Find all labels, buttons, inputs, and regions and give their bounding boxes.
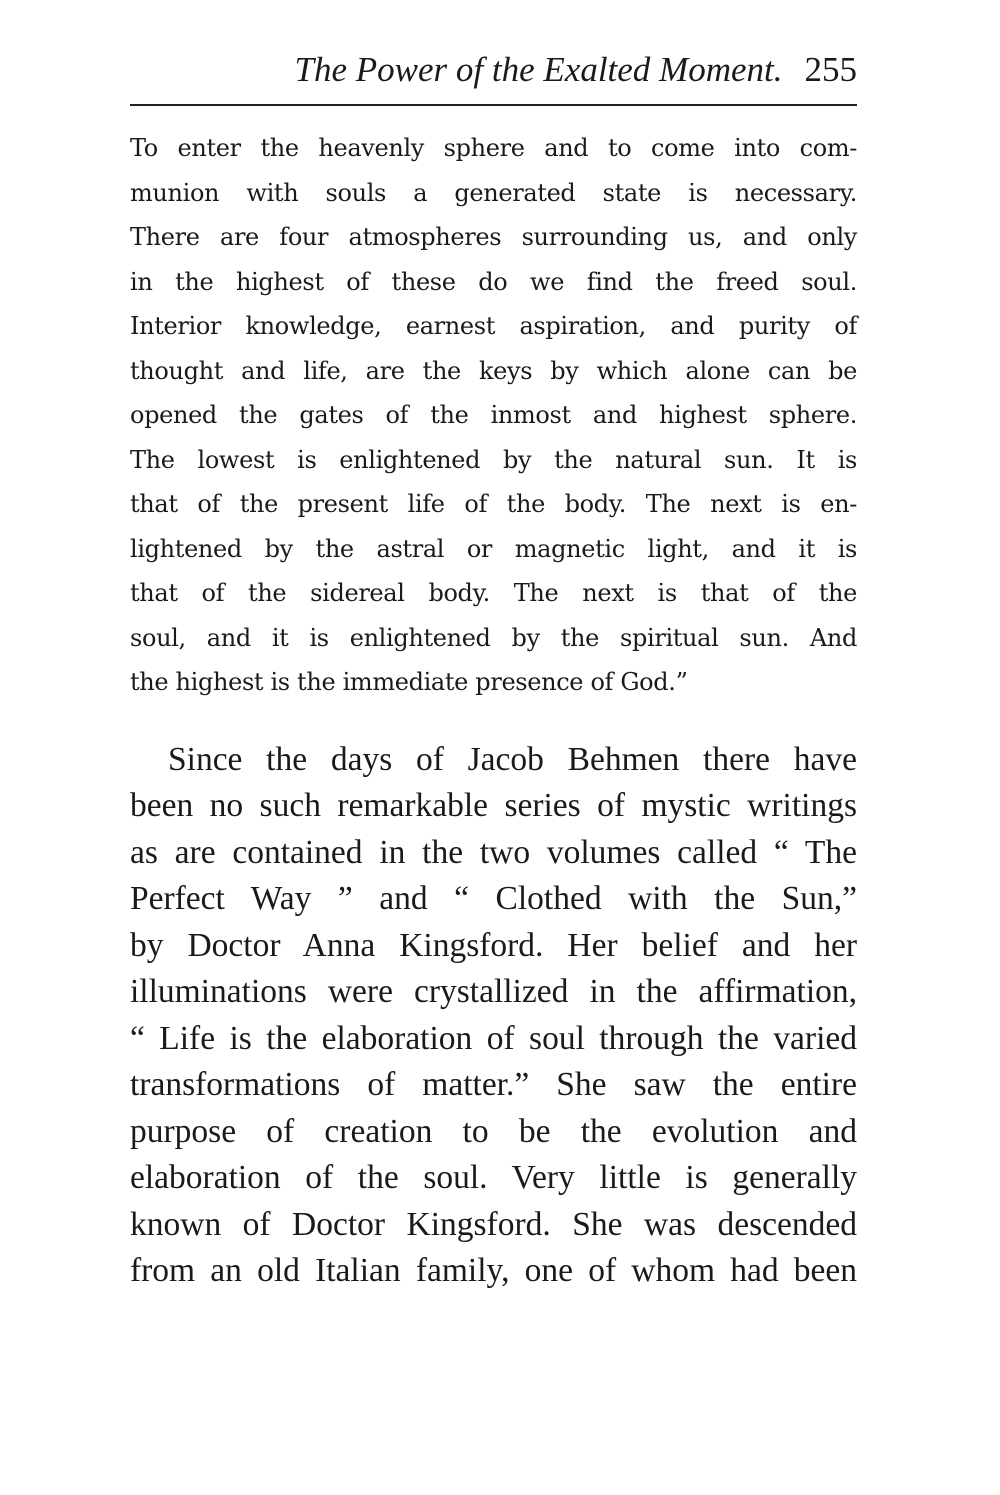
quote-line: lightened by the astral or magnetic light, and it is xyxy=(130,534,857,563)
body-line: known of Doctor Kingsford. She was descended xyxy=(130,1205,857,1243)
body-line: Since the days of Jacob Behmen there have xyxy=(168,740,857,778)
running-head xyxy=(130,50,857,94)
quote-line: thought and life, are the keys by which alone can be xyxy=(130,356,857,385)
quote-line: To enter the heavenly sphere and to come into com- xyxy=(130,134,857,162)
body-line: by Doctor Anna Kingsford. Her belief and her xyxy=(130,926,857,964)
quote-line: that of the sidereal body. The next is that of the xyxy=(130,579,857,607)
running-title: The Power of the Exalted Moment. xyxy=(294,50,783,89)
quote-line: Interior knowledge, earnest aspiration, and purity of xyxy=(130,312,857,340)
quote-line: soul, and it is enlightened by the spiritual sun. And xyxy=(130,623,857,652)
page-number: 255 xyxy=(804,50,857,89)
body-line: “ Life is the elaboration of soul through the varied xyxy=(130,1019,857,1057)
body-line: illuminations were crystallized in the affirmation, xyxy=(130,973,857,1010)
quote-line: that of the present life of the body. The next is en- xyxy=(130,490,857,518)
book-page xyxy=(130,50,857,1295)
body-line: been no such remarkable series of mystic writings xyxy=(130,787,857,824)
body-line: as are contained in the two volumes called “ The xyxy=(130,833,857,871)
quote-line: munion with souls a generated state is necessary. xyxy=(130,178,857,207)
quote-line: There are four atmospheres surrounding us, and only xyxy=(130,223,857,251)
body-line: transformations of matter.” She saw the entire xyxy=(130,1066,857,1103)
quote-line: the highest is the immediate presence of God.” xyxy=(130,668,688,696)
quote-line: opened the gates of the inmost and highest sphere. xyxy=(130,401,857,429)
quote-line: in the highest of these do we find the freed soul. xyxy=(130,267,857,296)
body-line: elaboration of the soul. Very little is generally xyxy=(130,1159,857,1196)
quote-line: The lowest is enlightened by the natural sun. It is xyxy=(130,445,857,474)
body-line: from an old Italian family, one of whom had been xyxy=(130,1252,857,1289)
body-paragraph xyxy=(130,737,857,1295)
header-rule xyxy=(130,104,857,106)
body-line: Perfect Way ” and “ Clothed with the Sun,” xyxy=(130,880,857,917)
quoted-passage xyxy=(130,126,857,705)
body-line: purpose of creation to be the evolution and xyxy=(130,1112,857,1150)
